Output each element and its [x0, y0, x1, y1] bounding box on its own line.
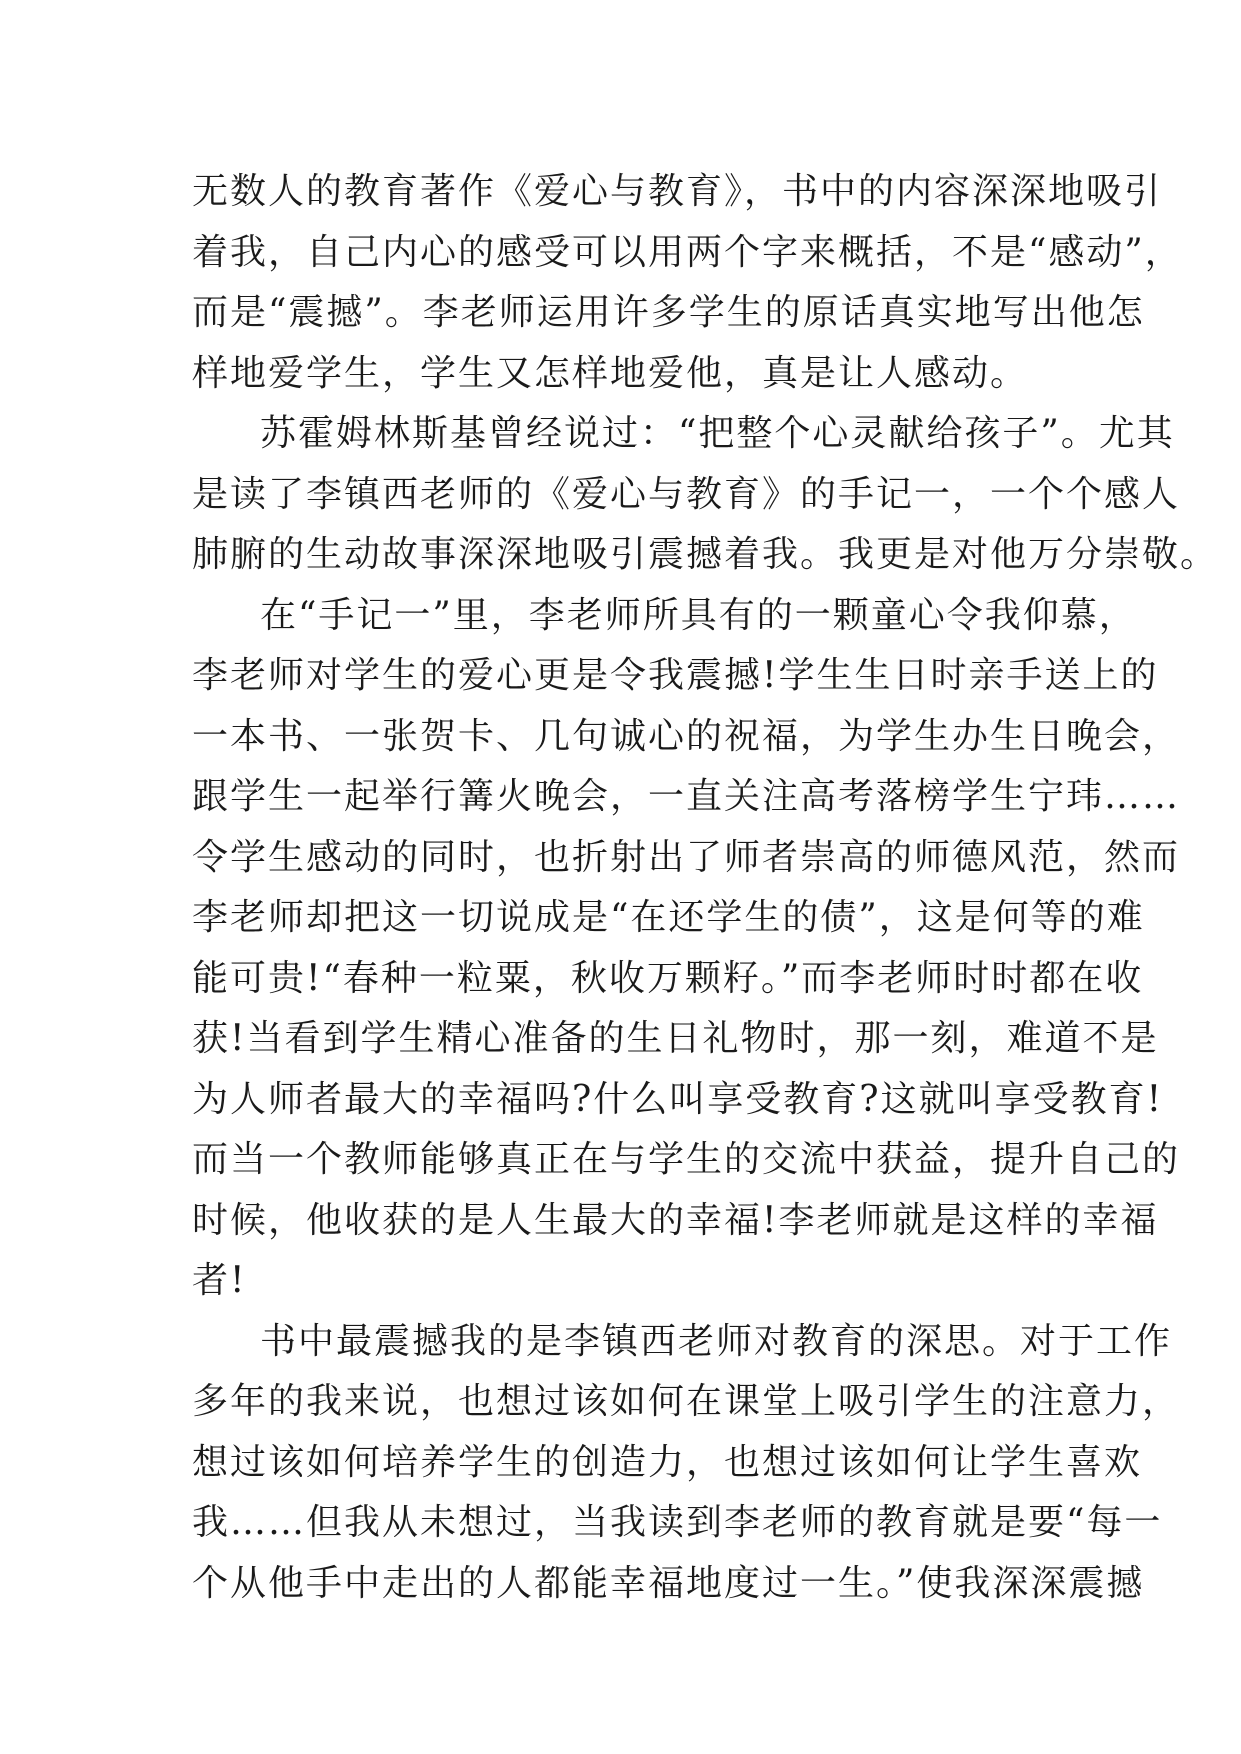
text-line: 多年的我来说，也想过该如何在课堂上吸引学生的注意力， [192, 1381, 1181, 1422]
text-line: 而当一个教师能够真正在与学生的交流中获益，提升自己的 [192, 1139, 1181, 1180]
text-line: 是读了李镇西老师的《爱心与教育》的手记一，一个个感人 [192, 473, 1181, 515]
paragraph-first-line: 在“手记一”里，李老师所具有的一颗童心令我仰慕， [260, 594, 1137, 636]
paragraph-first-line: 苏霍姆林斯基曾经说过：“把整个心灵献给孩子”。尤其 [260, 413, 1175, 454]
text-line: 一本书、一张贺卡、几句诚心的祝福，为学生办生日晚会， [192, 715, 1181, 757]
text-line: 想过该如何培养学生的创造力，也想过该如何让学生喜欢 [192, 1441, 1143, 1483]
text-line: 样地爱学生，学生又怎样地爱他，真是让人感动。 [192, 352, 1029, 394]
text-line: 能可贵!“春种一粒粟，秋收万颗籽。”而李老师时时都在收 [192, 957, 1144, 999]
text-line: 李老师对学生的爱心更是令我震撼!学生生日时亲手送上的 [192, 655, 1159, 696]
text-line: 着我，自己内心的感受可以用两个字来概括，不是“感动”， [192, 231, 1183, 273]
text-line: 肺腑的生动故事深深地吸引震撼着我。我更是对他万分崇敬。 [192, 534, 1219, 575]
text-line: 李老师却把这一切说成是“在还学生的债”，这是何等的难 [192, 897, 1145, 938]
text-line: 跟学生一起举行篝火晚会，一直关注高考落榜学生宁玮…… [192, 776, 1181, 817]
text-line: 获!当看到学生精心准备的生日礼物时，那一刻，难道不是 [192, 1018, 1159, 1059]
text-line: 令学生感动的同时，也折射出了师者崇高的师德风范，然而 [192, 836, 1181, 878]
text-line: 个从他手中走出的人都能幸福地度过一生。”使我深深震撼 [192, 1562, 1145, 1604]
text-line: 时候，他收获的是人生最大的幸福!李老师就是这样的幸福 [192, 1199, 1159, 1241]
text-line: 而是“震撼”。李老师运用许多学生的原话真实地写出他怎 [192, 292, 1145, 333]
text-line: 者! [192, 1260, 247, 1301]
text-line: 无数人的教育著作《爱心与教育》，书中的内容深深地吸引 [192, 171, 1163, 212]
text-line: 我……但我从未想过，当我读到李老师的教育就是要“每一 [192, 1502, 1163, 1543]
body-text [192, 162, 1219, 1614]
paragraph-first-line: 书中最震撼我的是李镇西老师对教育的深思。对于工作 [260, 1320, 1173, 1362]
text-line: 为人师者最大的幸福吗?什么叫享受教育?这就叫享受教育! [192, 1078, 1164, 1120]
